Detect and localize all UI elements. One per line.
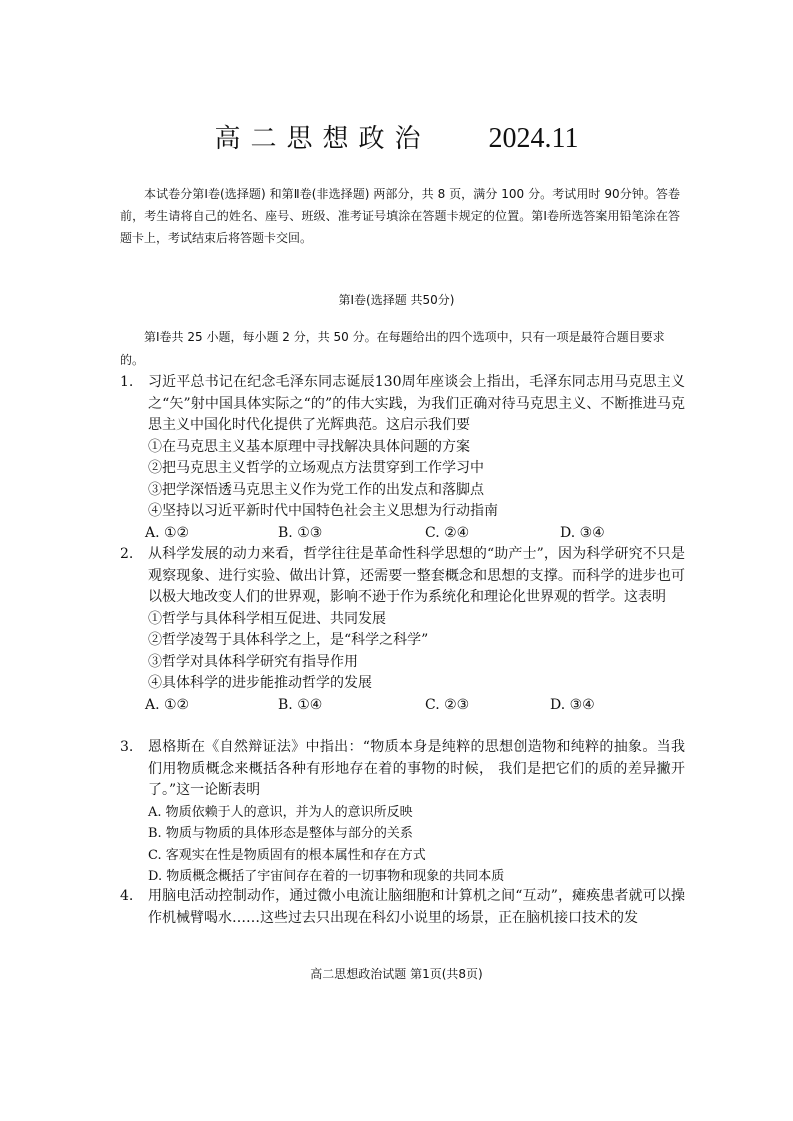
question-text: 恩格斯在《自然辩证法》中指出：“物质本身是纯粹的思想创造物和纯粹的抽象。当我们用物质概念来概括各种有形地存在着的事物的时候， 我们是把它们的质的差异撇开了。”这一论断表明 (148, 739, 685, 798)
statement-option: ③哲学对具体科学研究有指导作用 (148, 653, 358, 670)
choice-d: D. ③④ (550, 696, 595, 713)
question-text: 习近平总书记在纪念毛泽东同志诞辰130周年座谈会上指出，毛泽东同志用马克思主义之“矢”射中国具体实际之“的”的伟大实践，为我们正确对待马克思主义、不断推进马克思主义中国化时代化提供了光辉典范。这启示我们要 (148, 374, 685, 433)
statement-option: ③把学深悟透马克思主义作为党工作的出发点和落脚点 (148, 481, 484, 498)
statement-option: ②哲学凌驾于具体科学之上，是“科学之科学” (148, 632, 429, 648)
exam-title (0, 118, 793, 155)
choice-b: B. ①④ (278, 696, 323, 713)
answer-choices (120, 523, 685, 545)
question-number: 1. (120, 374, 134, 390)
question-stem (120, 372, 685, 437)
statement-option: ①哲学与具体科学相互促进、共同发展 (148, 610, 386, 627)
section-instructions: 第Ⅰ卷共 25 小题，每小题 2 分，共 50 分。在每题给出的四个选项中，只有一项是最符合题目要求的。 (120, 330, 665, 367)
choice-c: C. ②④ (425, 524, 470, 541)
choice-d: D. ③④ (560, 524, 605, 541)
question-stem (120, 544, 685, 609)
question-1 (120, 372, 685, 544)
page-footer: 高二思想政治试题 第1页(共8页) (310, 967, 483, 981)
statement-option: ④具体科学的进步能推动哲学的发展 (148, 675, 372, 691)
exam-intro: 本试卷分第Ⅰ卷(选择题) 和第Ⅱ卷(非选择题) 两部分，共 8 页，满分 100 分。考试用时 90分钟。答卷前，考生请将自己的姓名、座号、班级、准考证号填涂在答题卡规定的位置。第Ⅰ卷所选答案用铅笔涂在答题卡上，考试结束后将答题卡交回。 (120, 187, 680, 245)
choice-c: C. ②③ (425, 696, 470, 713)
exam-date: 2024.11 (488, 123, 579, 154)
question-2 (120, 544, 685, 716)
question-3 (120, 737, 685, 888)
statement-option: ②把马克思主义哲学的立场观点方法贯穿到工作学习中 (148, 460, 484, 476)
statement-option: ④坚持以习近平新时代中国特色社会主义思想为行动指南 (148, 503, 498, 519)
statement-option: ①在马克思主义基本原理中寻找解决具体问题的方案 (148, 438, 470, 455)
exam-subject: 高二思想政治 (214, 124, 431, 154)
section-title: 第Ⅰ卷(选择题 共50分) (338, 293, 455, 307)
answer-choices (120, 695, 685, 717)
question-number: 3. (120, 739, 134, 755)
choice-a: A. ①② (145, 524, 190, 541)
choice-c: C. 客观实在性是物质固有的根本属性和存在方式 (148, 847, 426, 863)
choice-d: D. 物质概念概括了宇宙间存在着的一切事物和现象的共同本质 (148, 869, 505, 884)
question-4 (120, 886, 685, 929)
choice-b: B. 物质与物质的具体形态是整体与部分的关系 (148, 826, 413, 841)
question-number: 4. (120, 888, 134, 904)
choice-a: A. ①② (145, 696, 190, 713)
question-stem (120, 737, 685, 802)
choice-b: B. ①③ (278, 524, 323, 541)
question-number: 2. (120, 546, 134, 562)
question-stem (120, 886, 685, 929)
question-text: 从科学发展的动力来看，哲学往往是革命性科学思想的“助产士”，因为科学研究不只是观察现象、进行实验、做出计算，还需要一整套概念和思想的支撑。而科学的进步也可以极大地改变人们的世界观，影响不逊于作为系统化和理论化世界观的哲学。这表明 (148, 546, 685, 605)
choice-a: A. 物质依赖于人的意识，并为人的意识所反映 (148, 804, 413, 820)
question-text: 用脑电活动控制动作，通过微小电流让脑细胞和计算机之间“互动”，瘫痪患者就可以操作机械臂喝水……这些过去只出现在科幻小说里的场景，正在脑机接口技术的发 (148, 888, 685, 926)
